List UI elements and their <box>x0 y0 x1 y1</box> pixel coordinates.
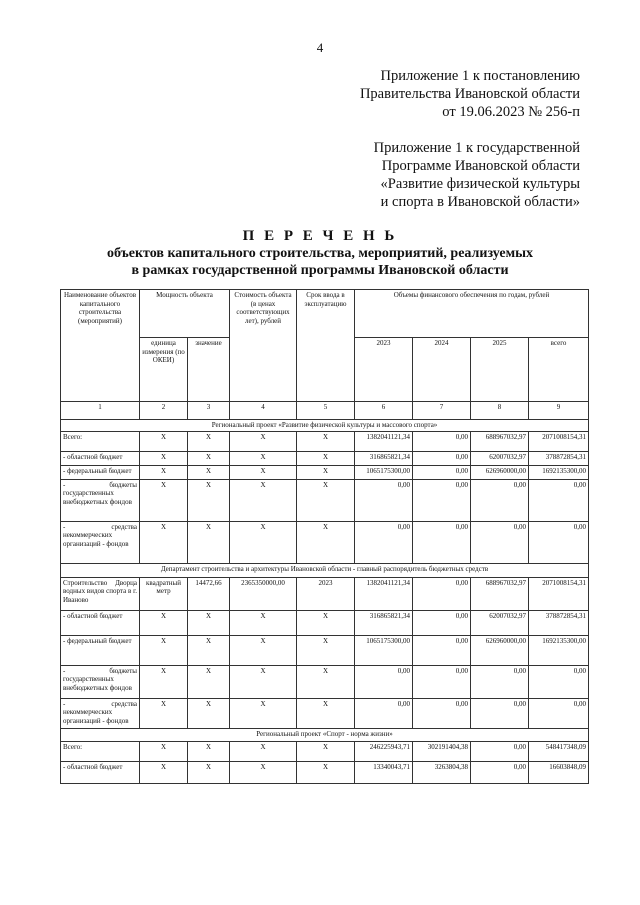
header-commission: Срок ввода в эксплуатацию <box>297 290 355 402</box>
table-cell: 302191404,38 <box>413 741 471 761</box>
col-number: 3 <box>188 402 230 420</box>
col-number: 8 <box>471 402 529 420</box>
row-label: - средства некоммерческих организаций - фондов <box>61 698 140 728</box>
table-row <box>61 761 589 783</box>
table-cell: 0,00 <box>413 521 471 563</box>
table-cell: X <box>297 635 355 665</box>
table-cell: 0,00 <box>355 698 413 728</box>
row-label: - средства некоммерческих организаций - фондов <box>61 521 140 563</box>
table-cell: 0,00 <box>355 521 413 563</box>
section-row <box>61 728 589 741</box>
header-2024: 2024 <box>413 338 471 402</box>
table-cell: 1692135300,00 <box>529 465 589 479</box>
table-cell: 0,00 <box>413 698 471 728</box>
section-title: Региональный проект «Спорт - норма жизни» <box>61 728 589 741</box>
table-cell: X <box>230 521 297 563</box>
table-cell: X <box>297 451 355 465</box>
table-cell: 688967032,97 <box>471 431 529 451</box>
table-cell: X <box>230 635 297 665</box>
annex1-line2: Правительства Ивановской области <box>359 86 580 102</box>
table-cell: 0,00 <box>529 698 589 728</box>
col-number: 9 <box>529 402 589 420</box>
header-capacity: Мощность объекта <box>140 290 230 338</box>
table-cell: X <box>140 521 188 563</box>
table-cell: X <box>140 465 188 479</box>
table-cell: 1382041121,34 <box>355 577 413 610</box>
row-label: - бюджеты государственных внебюджетных фондов <box>61 665 140 698</box>
table-cell: 0,00 <box>413 577 471 610</box>
table-cell: 14472,66 <box>188 577 230 610</box>
col-number: 1 <box>61 402 140 420</box>
table-row <box>61 577 589 610</box>
table-cell: 0,00 <box>529 521 589 563</box>
table-row <box>61 465 589 479</box>
annex1-line1: Приложение 1 к постановлению <box>380 68 580 84</box>
table-row <box>61 431 589 451</box>
table-cell: X <box>140 761 188 783</box>
section-row <box>61 563 589 577</box>
objects-table <box>60 289 589 784</box>
annex-reference-program <box>374 139 580 211</box>
table-cell: квадратный метр <box>140 577 188 610</box>
table-cell: X <box>188 698 230 728</box>
annex2-line2: Программе Ивановской области <box>381 158 580 174</box>
header-volumes: Объемы финансового обеспечения по годам, рублей <box>355 290 589 338</box>
table-cell: 1382041121,34 <box>355 431 413 451</box>
row-label: Всего: <box>61 431 140 451</box>
table-cell: 1065175300,00 <box>355 635 413 665</box>
table-cell: 0,00 <box>413 665 471 698</box>
annex2-line4: и спорта в Ивановской области» <box>380 194 580 210</box>
table-cell: X <box>188 665 230 698</box>
table-cell: 0,00 <box>471 698 529 728</box>
table-cell: 0,00 <box>471 665 529 698</box>
row-label: - федеральный бюджет <box>61 635 140 665</box>
table-row <box>61 479 589 521</box>
table-cell: 0,00 <box>471 521 529 563</box>
table-row <box>61 451 589 465</box>
row-label: - бюджеты государственных внебюджетных фондов <box>61 479 140 521</box>
header-2023: 2023 <box>355 338 413 402</box>
table-cell: 1065175300,00 <box>355 465 413 479</box>
table-cell: X <box>140 741 188 761</box>
header-cost: Стоимость объекта (в ценах соответствующих лет), рублей <box>230 290 297 402</box>
section-title: Департамент строительства и архитектуры Ивановской области - главный распорядитель бюджетных средств <box>61 563 589 577</box>
annex-reference-resolution <box>360 67 580 121</box>
annex2-line3: «Развитие физической культуры <box>380 176 580 192</box>
document-title <box>0 227 640 279</box>
col-number: 7 <box>413 402 471 420</box>
table-cell: X <box>230 479 297 521</box>
table-cell: 688967032,97 <box>471 577 529 610</box>
header-2025: 2025 <box>471 338 529 402</box>
table-cell: X <box>230 741 297 761</box>
table-cell: 0,00 <box>471 741 529 761</box>
header-name: Наименование объектов капитального строительства (мероприятий) <box>61 290 140 402</box>
table-row <box>61 521 589 563</box>
table-row <box>61 635 589 665</box>
table-cell: X <box>188 521 230 563</box>
table-cell: 3263804,38 <box>413 761 471 783</box>
table-cell: 626960000,00 <box>471 465 529 479</box>
table-cell: 2023 <box>297 577 355 610</box>
table-cell: X <box>140 610 188 635</box>
table-cell: 0,00 <box>529 479 589 521</box>
annex1-line3: от 19.06.2023 № 256-п <box>442 104 580 120</box>
col-number: 6 <box>355 402 413 420</box>
row-label: Всего: <box>61 741 140 761</box>
table-cell: X <box>230 698 297 728</box>
table-cell: X <box>188 635 230 665</box>
title-line1: объектов капитального строительства, мероприятий, реализуемых <box>106 246 534 261</box>
table-cell: 2071008154,31 <box>529 431 589 451</box>
header-value: значение <box>188 338 230 402</box>
table-cell: X <box>297 610 355 635</box>
table-cell: X <box>230 665 297 698</box>
section-row <box>61 420 589 432</box>
table-cell: 0,00 <box>413 465 471 479</box>
table-cell: X <box>188 451 230 465</box>
table-cell: X <box>188 761 230 783</box>
table-row <box>61 698 589 728</box>
row-label: - федеральный бюджет <box>61 465 140 479</box>
table-cell: 0,00 <box>413 451 471 465</box>
table-cell: X <box>297 665 355 698</box>
table-cell: X <box>297 761 355 783</box>
table-cell: 2071008154,31 <box>529 577 589 610</box>
table-cell: 62007032,97 <box>471 451 529 465</box>
table-cell: X <box>140 698 188 728</box>
row-label: - областной бюджет <box>61 761 140 783</box>
table-cell: X <box>230 761 297 783</box>
table-cell: 626960000,00 <box>471 635 529 665</box>
table-cell: 0,00 <box>355 479 413 521</box>
table-cell: 1692135300,00 <box>529 635 589 665</box>
annex2-line1: Приложение 1 к государственной <box>373 140 580 156</box>
table-cell: 0,00 <box>471 761 529 783</box>
table-cell: X <box>140 665 188 698</box>
table-cell: 2365350000,00 <box>230 577 297 610</box>
table-cell: X <box>230 465 297 479</box>
header-total: всего <box>529 338 589 402</box>
table-cell: 0,00 <box>413 635 471 665</box>
row-label: Строительство Дворца водных видов спорта в г. Иваново <box>61 577 140 610</box>
table-cell: 0,00 <box>471 479 529 521</box>
table-cell: 62007032,97 <box>471 610 529 635</box>
table-cell: X <box>188 741 230 761</box>
col-number: 2 <box>140 402 188 420</box>
table-row <box>61 741 589 761</box>
table-cell: 0,00 <box>529 665 589 698</box>
table-cell: X <box>297 465 355 479</box>
page-number: 4 <box>316 40 324 55</box>
row-label: - областной бюджет <box>61 610 140 635</box>
col-number: 5 <box>297 402 355 420</box>
section-title: Региональный проект «Развитие физической культуры и массового спорта» <box>61 420 589 432</box>
table-cell: X <box>140 479 188 521</box>
table-cell: X <box>230 431 297 451</box>
table-cell: 0,00 <box>355 665 413 698</box>
table-cell: X <box>297 431 355 451</box>
table-cell: X <box>230 610 297 635</box>
table-cell: 0,00 <box>413 479 471 521</box>
table-cell: X <box>188 610 230 635</box>
table-cell: X <box>297 741 355 761</box>
table-cell: X <box>297 521 355 563</box>
table-cell: 16603848,09 <box>529 761 589 783</box>
table-cell: 0,00 <box>413 610 471 635</box>
table-cell: 378872854,31 <box>529 451 589 465</box>
title-line2: в рамках государственной программы Ивановской области <box>131 263 509 278</box>
table-cell: 13340043,71 <box>355 761 413 783</box>
table-cell: X <box>297 698 355 728</box>
table-row <box>61 665 589 698</box>
header-unit: единица измерения (по ОКЕИ) <box>140 338 188 402</box>
table-cell: 316865821,34 <box>355 610 413 635</box>
table-cell: X <box>188 479 230 521</box>
table-cell: 548417348,09 <box>529 741 589 761</box>
table-cell: 246225943,71 <box>355 741 413 761</box>
table-cell: X <box>297 479 355 521</box>
table-cell: X <box>140 451 188 465</box>
table-row <box>61 610 589 635</box>
title-heading: П Е Р Е Ч Е Н Ь <box>242 228 398 244</box>
row-label: - областной бюджет <box>61 451 140 465</box>
table-cell: X <box>140 635 188 665</box>
table-cell: 378872854,31 <box>529 610 589 635</box>
table-cell: X <box>230 451 297 465</box>
table-cell: X <box>140 431 188 451</box>
col-number: 4 <box>230 402 297 420</box>
table-cell: X <box>188 431 230 451</box>
table-cell: 316865821,34 <box>355 451 413 465</box>
table-cell: X <box>188 465 230 479</box>
table-cell: 0,00 <box>413 431 471 451</box>
